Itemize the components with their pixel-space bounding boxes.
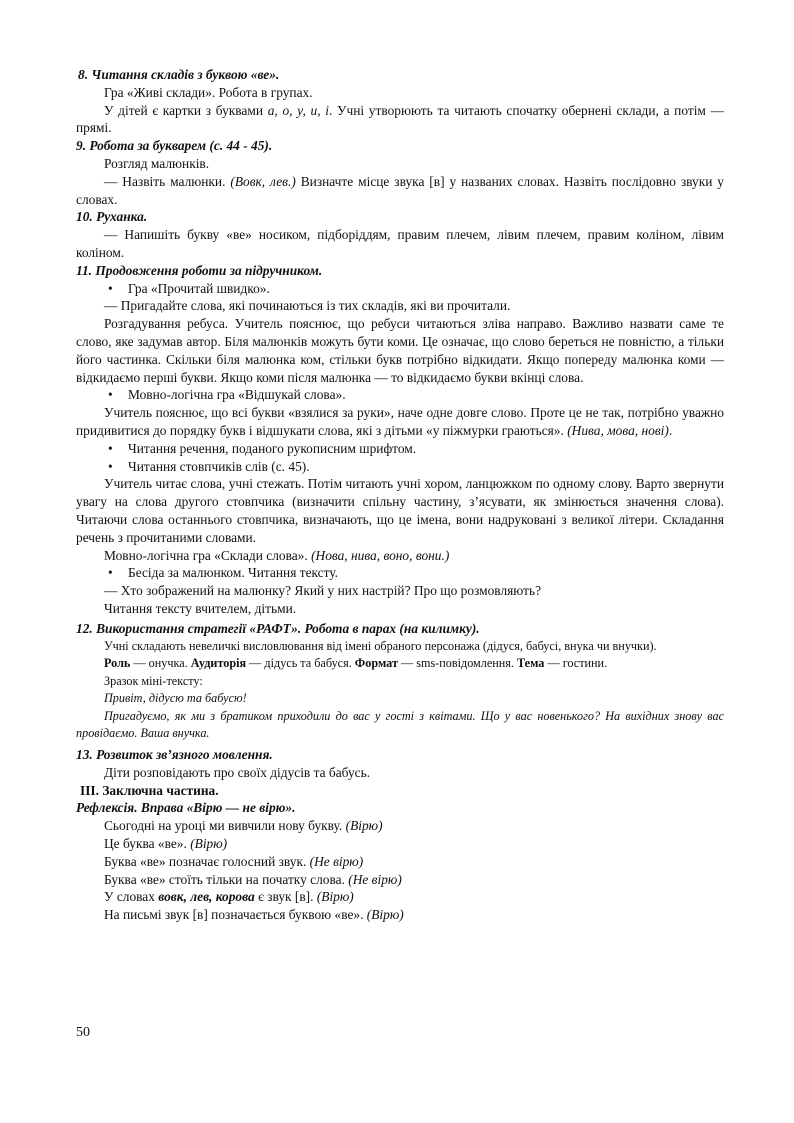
part-3-heading: III. Заключна частина. [80, 782, 219, 798]
reflection-line: Буква «ве» стоїть тільки на початку слова. (Не вірю) [104, 871, 402, 887]
section-11-heading: 11. Продовження роботи за підручником. [76, 262, 323, 278]
raft-line: Роль — онучка. Аудиторія — дідусь та бабуся. Формат — sms-повідомлення. Тема — гостини. [104, 656, 608, 671]
paragraph: — Хто зображений на малюнку? Який у них настрій? Про що розмовляють? [104, 583, 542, 599]
reflection-line: Це буква «ве». (Вірю) [104, 836, 228, 852]
paragraph: Розгадування ребуса. Учитель пояснює, що ребуси читаються зліва направо. Важливо назвати саме те слово, яке задумав автор. Біля малюнків можуть бути коми. Це означає, що слово береться не повністю, а тільки його частинка. Скільки біля малюнка ком, стільки букв потрібно відкидати. Якщо попереду малюнка коми — відкидаємо перші букви. Якщо коми після малюнка — то відкидаємо букви вкінці слова. [76, 316, 724, 385]
bullet-item: • Читання речення, поданого рукописним шрифтом. [76, 440, 724, 458]
section-10-heading: 10. Руханка. [76, 209, 148, 225]
paragraph: Розгляд малюнків. [104, 155, 210, 171]
section-9-heading: 9. Робота за букварем (с. 44 - 45). [76, 138, 273, 154]
paragraph: Учитель читає слова, учні стежать. Потім читають учні хором, ланцюжком по одному слову. Варто звернути увагу на слова другого стовпчика (визначити спільну частину, з’ясувати, як змінюється значення слова). Читаючи слова останнього стовпчика, визначають, що це імена, вони надруковані з великої літери. Складання речень з прочитаними словами. [76, 476, 724, 545]
section-12-heading: 12. Використання стратегії «РАФТ». Робота в парах (на килимку). [76, 620, 480, 636]
sample-text: Пригадуємо, як ми з братиком приходили до вас у гості з квітами. Що у вас новенького? На вихідних знову вас провідаємо. Ваша внучка. [76, 708, 724, 741]
paragraph: Читання тексту вчителем, дітьми. [104, 600, 297, 616]
paragraph: Діти розповідають про своїх дідусів та бабусь. [104, 764, 371, 780]
page-number: 50 [76, 1025, 90, 1040]
paragraph: — Напишіть букву «ве» носиком, підборіддям, правим плечем, лівим плечем, правим коліном, лівим коліном. [76, 227, 724, 260]
reflection-line: Сьогодні на уроці ми вивчили нову букву. (Вірю) [104, 818, 383, 834]
bullet-item: • Бесіда за малюнком. Читання тексту. [76, 564, 724, 582]
page-content [76, 66, 724, 924]
section-13-heading: 13. Розвиток зв’язного мовлення. [76, 747, 273, 763]
bullet-item: • Читання стовпчиків слів (с. 45). [76, 458, 724, 476]
reflection-line: У словах вовк, лев, корова є звук [в]. (Вірю) [104, 889, 354, 905]
bullet-item: • Гра «Прочитай швидко». [76, 280, 724, 298]
reflection-heading: Рефлексія. Вправа «Вірю — не вірю». [76, 800, 296, 816]
paragraph: Мовно-логічна гра «Склади слова». (Нова, нива, воно, вони.) [104, 547, 450, 563]
paragraph: Гра «Живі склади». Робота в групах. [104, 84, 313, 100]
paragraph: — Пригадайте слова, які починаються із тих складів, які ви прочитали. [104, 298, 511, 314]
bullet-item: • Мовно-логічна гра «Відшукай слова». [76, 386, 724, 404]
reflection-line: Буква «ве» позначає голосний звук. (Не вірю) [104, 853, 364, 869]
paragraph: У дітей є картки з буквами а, о, у, и, і. Учні утворюють та читають спочатку обернені склади, а потім — прямі. [76, 102, 724, 136]
sample-label: Зразок міні-тексту: [104, 673, 203, 688]
sample-text: Привіт, дідусю та бабусю! [104, 691, 247, 706]
paragraph: Учитель пояснює, що всі букви «взялися за руки», наче одне довге слово. Проте це не так, потрібно уважно придивитися до порядку букв і відшукати слова, які з дітьми «у піжмурки граються». (Нива, мова, нові). [76, 405, 724, 438]
paragraph: — Назвіть малюнки. (Вовк, лев.) Визначте місце звука [в] у названих словах. Назвіть послідовно звуки у словах. [76, 173, 725, 207]
reflection-line: На письмі звук [в] позначається буквою «ве». (Вірю) [104, 907, 404, 923]
section-8-heading: 8. Читання складів з буквою «ве». [78, 67, 280, 82]
paragraph: Учні складають невеличкі висловлювання від імені обраного персонажа (дідуся, бабусі, внука чи внучки). [104, 638, 657, 653]
